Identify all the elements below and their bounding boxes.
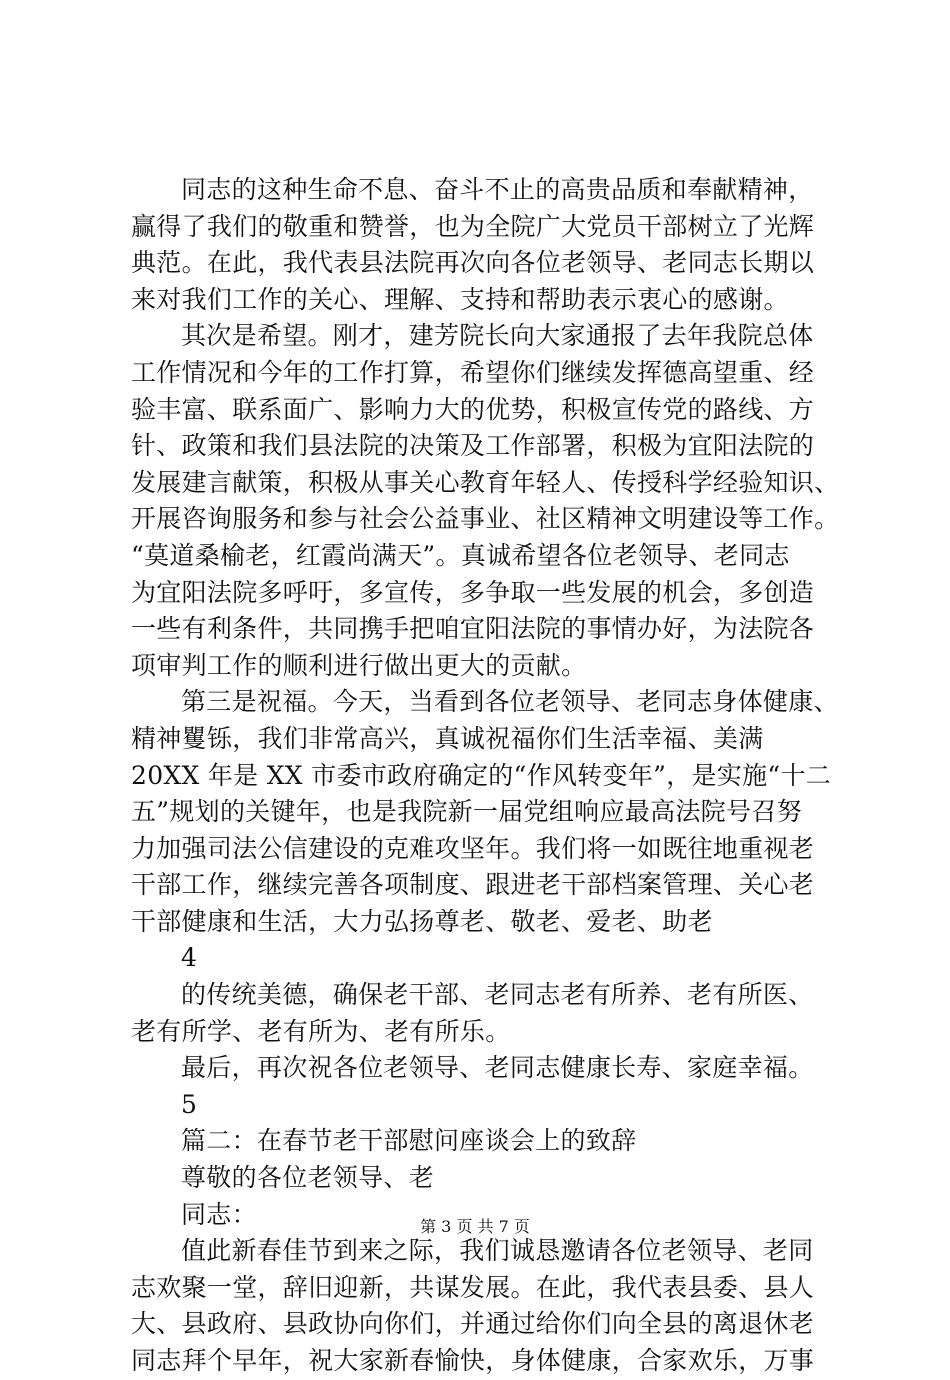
text-line: 工作情况和今年的工作打算，希望你们继续发挥德高望重、经 (131, 357, 815, 387)
text-line: 来对我们工作的关心、理解、支持和帮助表示衷心的感谢。 (131, 284, 789, 314)
text-line: 典范。在此，我代表县法院再次向各位老领导、老同志长期以 (131, 248, 815, 278)
text-line: 第三是祝福。今天，当看到各位老领导、老同志身体健康、 (181, 687, 839, 717)
text-line: 同志的这种生命不息、奋斗不止的高贵品质和奉献精神， (181, 175, 814, 204)
text-line: 篇二：在春节老干部慰问座谈会上的致辞 (181, 1126, 637, 1156)
text-line: “莫道桑榆老，红霞尚满天”。真诚希望各位老领导、老同志 (131, 540, 790, 570)
text-line: 发展建言献策，积极从事关心教育年轻人、传授科学经验知识、 (131, 467, 840, 497)
text-line: 同志： (181, 1199, 257, 1229)
text-line: 力加强司法公信建设的克难攻坚年。我们将一如既往地重视老 (131, 833, 815, 863)
text-line: 其次是希望。刚才，建芳院长向大家通报了去年我院总体 (181, 321, 814, 351)
document-body (131, 172, 840, 1380)
text-line: 老有所学、老有所为、老有所乐。 (131, 1016, 511, 1046)
text-line: 大、县政府、县政协向你们，并通过给你们向全县的离退休老 (131, 1309, 815, 1339)
text-line: 4 (181, 943, 198, 973)
text-line: 志欢聚一堂，辞旧迎新，共谋发展。在此，我代表县委、县人 (131, 1272, 815, 1302)
text-line: 一些有利条件，共同携手把咱宜阳法院的事情办好，为法院各 (131, 614, 815, 644)
text-line: 同志拜个早年，祝大家新春愉快，身体健康，合家欢乐，万事 (131, 1346, 815, 1375)
text-line: 开展咨询服务和参与社会公益事业、社区精神文明建设等工作。 (131, 504, 840, 534)
text-line: 验丰富、联系面广、影响力大的优势，积极宣传党的路线、方 (131, 394, 815, 424)
text-line: 干部工作，继续完善各项制度、跟进老干部档案管理、关心老 (131, 870, 815, 900)
page-footer: 第 3 页 共 7 页 (420, 1217, 530, 1236)
text-line: 项审判工作的顺利进行做出更大的贡献。 (131, 650, 587, 680)
text-line: 尊敬的各位老领导、老 (181, 1163, 435, 1193)
text-line: 精神矍铄，我们非常高兴，真诚祝福你们生活幸福、美满 (131, 723, 764, 753)
text-line: 赢得了我们的敬重和赞誉，也为全院广大党员干部树立了光辉 (131, 211, 815, 241)
text-line: 值此新春佳节到来之际，我们诚恳邀请各位老领导、老同 (181, 1236, 814, 1266)
text-line: 干部健康和生活，大力弘扬尊老、敬老、爱老、助老 (131, 906, 713, 936)
text-line: 为宜阳法院多呼吁，多宣传，多争取一些发展的机会，多创造 (131, 577, 815, 607)
text-line: 20XX 年是 XX 市委市政府确定的“作风转变年”，是实施“十二 (131, 760, 832, 790)
text-line: 针、政策和我们县法院的决策及工作部署，积极为宜阳法院的 (131, 431, 815, 461)
text-line: 五”规划的关键年，也是我院新一届党组响应最高法院号召努 (131, 797, 802, 827)
text-line: 最后，再次祝各位老领导、老同志健康长寿、家庭幸福。 (181, 1053, 814, 1083)
text-line: 的传统美德，确保老干部、老同志老有所养、老有所医、 (181, 980, 814, 1010)
text-line: 5 (181, 1089, 198, 1119)
